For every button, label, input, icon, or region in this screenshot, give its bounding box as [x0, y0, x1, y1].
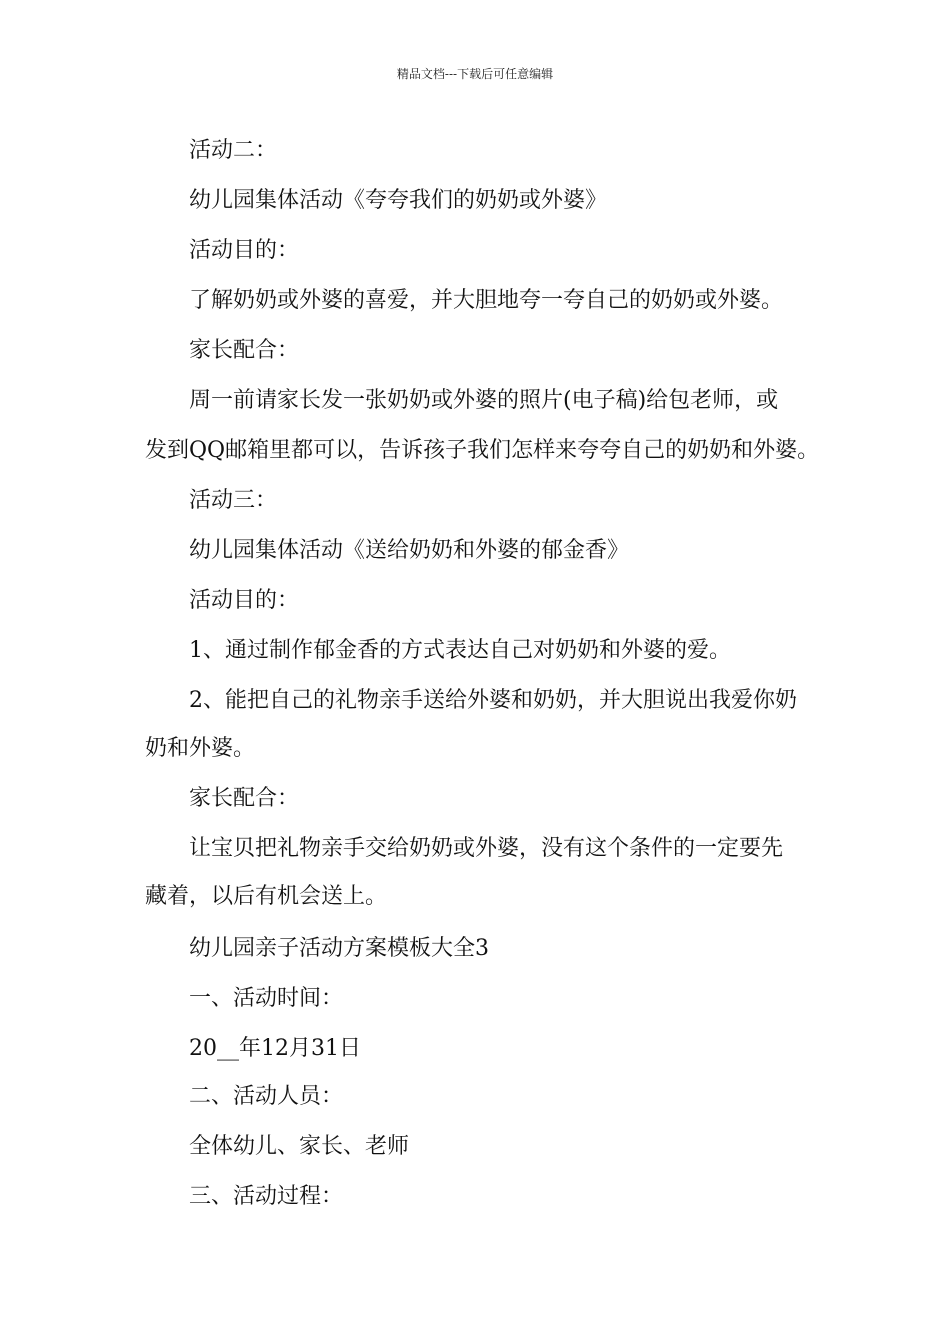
text-line: 全体幼儿、家长、老师	[189, 1134, 410, 1159]
text-line: 幼儿园集体活动《送给奶奶和外婆的郁金香》	[189, 538, 630, 563]
text-line: 1、通过制作郁金香的方式表达自己对奶奶和外婆的爱。	[189, 638, 731, 663]
text-line: 2、能把自己的礼物亲手送给外婆和奶奶，并大胆说出我爱你奶	[189, 688, 797, 713]
text-line: 了解奶奶或外婆的喜爱，并大胆地夸一夸自己的奶奶或外婆。	[189, 288, 784, 313]
text-line: 让宝贝把礼物亲手交给奶奶或外婆，没有这个条件的一定要先	[189, 836, 784, 861]
text-line: 三、活动过程：	[189, 1184, 344, 1209]
text-line: 活动二：	[189, 138, 278, 163]
text-line: 家长配合：	[189, 338, 300, 363]
text-line: 活动三：	[189, 488, 278, 513]
text-line: 藏着，以后有机会送上。	[145, 884, 388, 909]
text-line: 20__年12月31日	[189, 1036, 361, 1061]
text-line: 幼儿园亲子活动方案模板大全3	[189, 936, 489, 961]
text-line: 家长配合：	[189, 786, 300, 811]
text-line: 一、活动时间：	[189, 986, 344, 1011]
text-line: 活动目的：	[189, 238, 300, 263]
text-line: 二、活动人员：	[189, 1084, 344, 1109]
text-line: 周一前请家长发一张奶奶或外婆的照片(电子稿)给包老师，或	[189, 388, 779, 413]
text-line: 奶和外婆。	[145, 736, 256, 761]
text-line: 幼儿园集体活动《夸夸我们的奶奶或外婆》	[189, 188, 608, 213]
text-line: 发到QQ邮箱里都可以，告诉孩子我们怎样来夸夸自己的奶奶和外婆。	[145, 438, 820, 463]
page-header: 精品文档---下载后可任意编辑	[396, 67, 554, 81]
text-line: 活动目的：	[189, 588, 300, 613]
